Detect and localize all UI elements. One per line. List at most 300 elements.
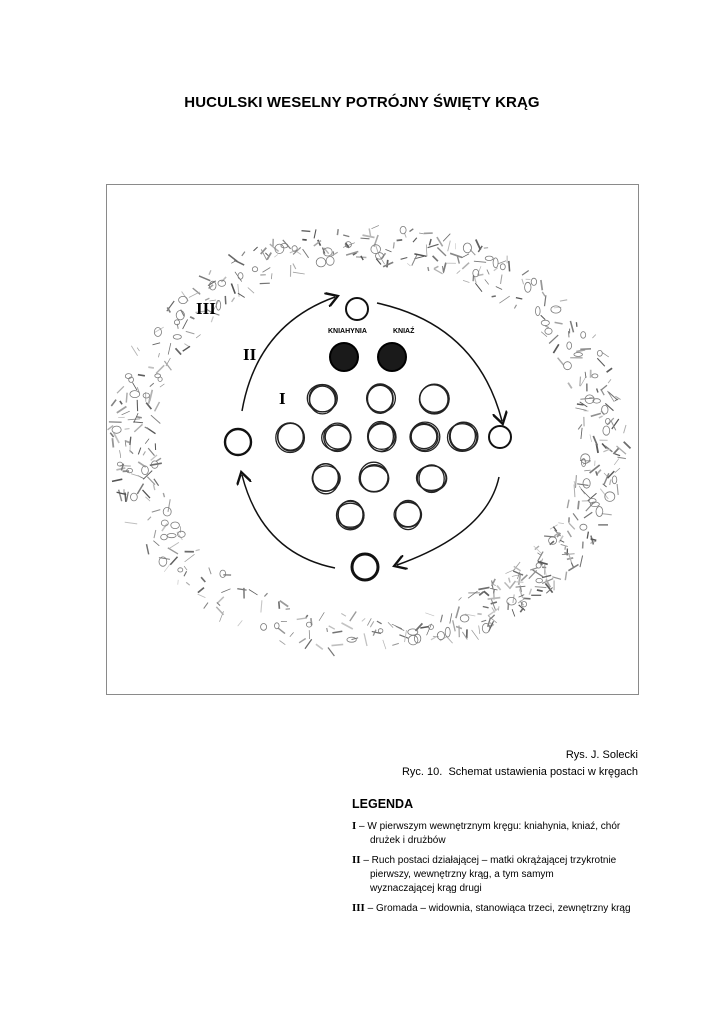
crowd-stroke [552, 577, 561, 580]
choir-member [368, 422, 394, 452]
crowd-stroke [263, 268, 271, 273]
crowd-stroke [131, 346, 137, 356]
crowd-stroke [216, 607, 223, 615]
legend-item [352, 901, 652, 916]
choir-member [367, 384, 393, 413]
mother-position-bottom [352, 554, 378, 580]
crowd-stroke [602, 514, 612, 515]
crowd-stroke [462, 263, 469, 269]
crowd-stroke [592, 335, 595, 339]
crowd-stroke [238, 284, 239, 297]
mother-position-right [489, 426, 511, 448]
crowd-stroke [596, 471, 598, 475]
crowd-stroke [293, 272, 305, 274]
crowd-stroke [463, 280, 469, 282]
crowd-stroke [509, 578, 510, 583]
crowd-head [507, 597, 516, 605]
crowd-stroke [186, 582, 190, 585]
crowd-stroke [162, 524, 167, 531]
crowd-stroke [497, 586, 501, 590]
crowd-stroke [147, 544, 149, 554]
crowd-stroke [604, 473, 609, 484]
crowd-head [574, 353, 583, 357]
crowd-stroke [297, 618, 307, 620]
crowd-stroke [341, 613, 346, 616]
crowd-stroke [270, 244, 279, 251]
crowd-stroke [332, 644, 344, 645]
crowd-stroke [419, 233, 424, 234]
choir-member [325, 425, 350, 449]
crowd-stroke [148, 517, 151, 521]
crowd-stroke [280, 641, 286, 645]
crowd-stroke [343, 235, 349, 237]
crowd-stroke [128, 419, 140, 420]
choir-member [307, 385, 337, 412]
figure-caption: Ryc. 10. Schemat ustawienia postaci w kręgach [401, 766, 638, 778]
crowd-stroke [568, 383, 572, 389]
crowd-stroke [484, 248, 488, 249]
crowd-head [281, 244, 288, 248]
crowd-stroke [370, 621, 374, 627]
crowd-stroke [624, 442, 631, 449]
crowd-stroke [555, 322, 563, 324]
crowd-stroke [568, 565, 578, 571]
crowd-stroke [138, 448, 141, 455]
page-title: HUCULSKI WESELNY POTRÓJNY ŚWIĘTY KRĄG [184, 94, 540, 111]
crowd-stroke [119, 490, 122, 502]
crowd-stroke [429, 239, 431, 245]
crowd-head [326, 257, 334, 266]
crowd-stroke [383, 640, 386, 649]
crowd-stroke [138, 462, 146, 467]
crowd-stroke [169, 542, 179, 548]
crowd-stroke [577, 404, 584, 405]
crowd-stroke [185, 554, 195, 562]
crowd-head [531, 278, 536, 285]
crowd-stroke [231, 284, 235, 294]
crowd-stroke [367, 618, 371, 625]
crowd-head [536, 307, 541, 316]
crowd-stroke [474, 276, 476, 283]
crowd-stroke [131, 474, 141, 477]
crowd-stroke [586, 503, 594, 511]
crowd-stroke [519, 575, 521, 585]
crowd-stroke [134, 424, 142, 432]
crowd-stroke [522, 271, 529, 276]
choir-figures [276, 384, 478, 530]
crowd-stroke [545, 295, 546, 306]
crowd-stroke [184, 566, 187, 570]
crowd-stroke [116, 468, 125, 470]
choir-member [410, 424, 438, 451]
crowd-stroke [535, 587, 547, 588]
crowd-head [131, 493, 138, 501]
crowd-stroke [541, 332, 547, 337]
crowd-stroke [512, 609, 515, 616]
crowd-stroke [441, 615, 443, 623]
crowd-stroke [160, 384, 165, 387]
crowd-head [155, 374, 161, 378]
crowd-stroke [117, 407, 127, 413]
crowd-stroke [608, 392, 617, 400]
crowd-stroke [279, 601, 280, 608]
crowd-stroke [148, 448, 154, 456]
crowd-head [167, 534, 176, 538]
crowd-stroke [593, 436, 597, 446]
crowd-stroke [362, 618, 365, 621]
crowd-stroke [225, 296, 226, 304]
crowd-stroke [410, 229, 414, 232]
triple-circle-diagram [107, 185, 638, 694]
crowd-head [493, 258, 498, 268]
crowd-stroke [573, 513, 578, 520]
crowd-stroke [425, 613, 434, 616]
crowd-head [161, 534, 168, 540]
crowd-stroke [385, 249, 391, 252]
crowd-stroke [496, 287, 502, 290]
crowd-stroke [120, 450, 121, 458]
crowd-stroke [437, 248, 446, 256]
crowd-stroke [568, 531, 572, 537]
crowd-stroke [603, 353, 609, 357]
crowd-stroke [541, 280, 542, 290]
crowd-stroke [615, 454, 620, 456]
crowd-stroke [228, 255, 237, 262]
legend-item [352, 819, 652, 848]
crowd-stroke [494, 268, 498, 271]
crowd-stroke [147, 477, 155, 485]
crowd-stroke [537, 590, 543, 591]
crowd-head [400, 226, 406, 233]
crowd-head [596, 507, 603, 517]
crowd-head [564, 362, 572, 370]
crowd-stroke [332, 631, 342, 633]
crowd-stroke [522, 279, 524, 284]
kniahynia-figure [330, 343, 358, 371]
crowd-stroke [209, 568, 211, 575]
crowd-stroke [156, 365, 164, 373]
crowd-stroke [133, 422, 143, 423]
crowd-stroke [399, 635, 408, 638]
legend-item-continuation: pierwszy, wewnętrzny krąg, a tym samym wyznaczającej krąg drugi [370, 869, 554, 894]
crowd-head [482, 623, 489, 633]
crowd-stroke [254, 247, 258, 251]
crowd-stroke [576, 475, 577, 488]
crowd-stroke [478, 587, 489, 589]
crowd-stroke [584, 470, 590, 471]
crowd-stroke [505, 582, 511, 588]
crowd-stroke [545, 568, 547, 581]
crowd-head [463, 243, 471, 253]
arrow-bottom-right [397, 477, 499, 565]
crowd-stroke [261, 600, 262, 612]
crowd-head [580, 524, 587, 530]
crowd-stroke [520, 608, 523, 612]
crowd-stroke [272, 273, 273, 279]
crowd-stroke [319, 612, 324, 621]
crowd-head [261, 624, 267, 631]
choir-member [313, 464, 339, 494]
crowd-stroke [201, 577, 205, 582]
crowd-stroke [364, 633, 367, 646]
crowd-stroke [516, 582, 523, 583]
crowd-stroke [155, 402, 160, 411]
crowd-head [437, 632, 444, 640]
crowd-stroke [401, 258, 408, 260]
crowd-head [567, 342, 572, 349]
crowd-stroke [189, 292, 200, 298]
crowd-head [545, 328, 552, 334]
crowd-head [163, 507, 171, 516]
crowd-stroke [426, 245, 427, 257]
crowd-head [583, 479, 590, 489]
crowd-stroke [170, 557, 177, 565]
crowd-stroke [492, 296, 496, 297]
crowd-head [592, 374, 598, 378]
crowd-stroke [434, 266, 439, 268]
crowd-stroke [305, 639, 312, 649]
crowd-stroke [361, 238, 370, 239]
crowd-stroke [549, 335, 558, 343]
crowd-head [252, 267, 257, 272]
crowd-stroke [337, 229, 338, 235]
crowd-stroke [242, 252, 245, 256]
crowd-stroke [145, 439, 149, 444]
crowd-head [161, 520, 168, 526]
crowd-stroke [153, 541, 159, 546]
crowd-stroke [151, 415, 160, 423]
crowd-head [112, 426, 121, 433]
crowd-stroke [392, 643, 399, 645]
crowd-stroke [434, 269, 443, 274]
crowd-stroke [603, 449, 610, 452]
crowd-stroke [151, 455, 157, 460]
crowd-stroke [491, 602, 497, 604]
crowd-stroke [618, 457, 626, 458]
crowd-stroke [350, 612, 356, 622]
crowd-stroke [150, 390, 153, 401]
crowd-stroke [143, 451, 145, 455]
crowd-stroke [444, 263, 446, 272]
crowd-stroke [184, 571, 187, 576]
mother-position-top [346, 298, 368, 320]
crowd-stroke [396, 626, 405, 630]
crowd-stroke [509, 261, 510, 272]
arrow-bottom-left [242, 475, 335, 568]
crowd-stroke [581, 489, 590, 498]
crowd-head [541, 320, 549, 325]
crowd-stroke [487, 270, 489, 275]
crowd-stroke [183, 319, 188, 329]
crowd-stroke [585, 372, 586, 378]
crowd-head [275, 623, 280, 629]
crowd-stroke [112, 438, 113, 447]
crowd-stroke [576, 350, 585, 352]
crowd-stroke [597, 389, 598, 393]
crowd-stroke [186, 331, 195, 334]
crowd-stroke [499, 606, 500, 610]
crowd-stroke [574, 485, 575, 498]
crowd-stroke [578, 501, 579, 510]
label-kniahynia: KNIAHYNIA [328, 328, 367, 335]
crowd-stroke [565, 546, 566, 550]
crowd-stroke [342, 623, 353, 629]
crowd-stroke [601, 385, 607, 390]
crowd-stroke [491, 600, 496, 612]
crowd-stroke [316, 644, 323, 649]
crowd-stroke [541, 315, 546, 319]
crowd-stroke [462, 254, 469, 258]
legend-item [352, 853, 652, 896]
crowd-stroke [112, 479, 122, 481]
choir-member [309, 385, 336, 412]
crowd-head [178, 568, 183, 572]
crowd-stroke [584, 512, 592, 518]
crowd-stroke [428, 267, 429, 271]
crowd-stroke [249, 590, 258, 595]
crowd-head [238, 273, 243, 280]
crowd-stroke [608, 379, 611, 383]
crowd-stroke [278, 628, 285, 634]
crowd-head [536, 563, 541, 568]
crowd-stroke [130, 437, 131, 445]
choir-member [396, 502, 421, 527]
crowd-stroke [514, 305, 516, 309]
crowd-stroke [198, 594, 206, 598]
choir-member [417, 466, 446, 492]
crowd-stroke [387, 260, 388, 268]
kniaz-figure [378, 343, 406, 371]
crowd-stroke [561, 544, 568, 546]
crowd-stroke [558, 523, 564, 524]
crowd-stroke [617, 484, 618, 495]
crowd-stroke [599, 416, 603, 418]
crowd-stroke [450, 613, 452, 623]
crowd-stroke [529, 570, 537, 578]
crowd-stroke [564, 553, 568, 554]
legend-item-text: – Gromada – widownia, stanowiąca trzeci, zewnętrzny krąg [364, 903, 631, 914]
crowd-stroke [156, 458, 161, 461]
crowd-stroke [575, 408, 586, 411]
crowd-stroke [176, 348, 182, 354]
crowd-stroke [405, 630, 407, 642]
crowd-stroke [576, 322, 577, 327]
crowd-stroke [448, 241, 451, 252]
crowd-stroke [117, 386, 124, 393]
crowd-stroke [600, 489, 608, 499]
crowd-stroke [199, 276, 210, 281]
crowd-stroke [238, 620, 243, 626]
crowd-stroke [476, 240, 481, 250]
crowd-stroke [328, 648, 334, 657]
crowd-head [408, 629, 418, 635]
crowd-stroke [303, 249, 309, 258]
crowd-stroke [521, 575, 527, 581]
crowd-stroke [274, 255, 278, 258]
crowd-stroke [133, 383, 137, 391]
crowd-stroke [363, 235, 375, 237]
crowd-stroke [590, 434, 592, 442]
crowd-stroke [488, 598, 501, 600]
crowd-head [173, 335, 181, 340]
crowd-stroke [459, 597, 462, 600]
choir-member [368, 385, 393, 412]
crowd-head [603, 426, 610, 435]
crowd-stroke [138, 375, 145, 376]
crowd-stroke [453, 620, 456, 631]
crowd-head [585, 395, 594, 404]
crowd-head [460, 615, 469, 622]
crowd-stroke [501, 275, 503, 284]
legend-item-number: I [352, 820, 357, 832]
label-kniaz: KNIAŹ [393, 328, 415, 335]
choir-member [411, 424, 437, 448]
crowd-stroke [221, 589, 230, 593]
legend-item-continuation: drużek i drużbów [370, 835, 446, 846]
crowd-stroke [196, 550, 200, 551]
crowd-head [378, 629, 383, 633]
crowd-stroke [529, 589, 531, 595]
crowd-head [525, 282, 531, 292]
crowd-stroke [581, 428, 582, 439]
crowd-stroke [407, 263, 410, 266]
crowd-stroke [122, 411, 130, 415]
crowd-stroke [190, 317, 194, 319]
crowd-stroke [143, 490, 151, 498]
legend [352, 797, 652, 921]
crowd-stroke [372, 225, 379, 228]
crowd-stroke [209, 270, 211, 274]
crowd-stroke [114, 433, 119, 443]
crowd-head [125, 374, 132, 379]
crowd-stroke [125, 441, 129, 443]
crowd-stroke [580, 377, 581, 387]
crowd-stroke [498, 261, 506, 264]
crowd-stroke [545, 326, 549, 328]
crowd-stroke [580, 376, 586, 386]
crowd-stroke [159, 353, 160, 357]
choir-member [450, 422, 478, 451]
crowd-stroke [329, 626, 335, 629]
crowd-stroke [299, 639, 306, 643]
legend-item-text: – W pierwszym wewnętrznym kręgu: kniahynia, kniaź, chór [356, 821, 621, 832]
crowd-stroke [615, 468, 620, 473]
crowd-head [179, 296, 188, 303]
crowd-stroke [293, 264, 296, 270]
crowd-stroke [481, 620, 486, 621]
ring-label-inner: I [279, 389, 286, 408]
crowd-stroke [125, 429, 130, 430]
crowd-stroke [237, 589, 246, 590]
crowd-stroke [136, 417, 141, 418]
crowd-stroke [111, 400, 116, 406]
legend-item-number: II [352, 854, 361, 866]
crowd-stroke [126, 492, 128, 502]
crowd-stroke [499, 296, 509, 303]
crowd-stroke [483, 607, 489, 608]
crowd-stroke [420, 627, 428, 628]
crowd-head [216, 300, 220, 310]
crowd-head [143, 393, 149, 398]
crowd-stroke [217, 597, 224, 604]
legend-item-text: – Ruch postaci działającej – matki okrążającej trzykrotnie [360, 855, 617, 866]
crowd-stroke [516, 298, 522, 299]
crowd-stroke [578, 424, 582, 429]
choir-member [359, 466, 388, 492]
crowd-head [551, 306, 561, 313]
legend-title: LEGENDA [352, 797, 414, 811]
crowd-stroke [457, 271, 461, 274]
